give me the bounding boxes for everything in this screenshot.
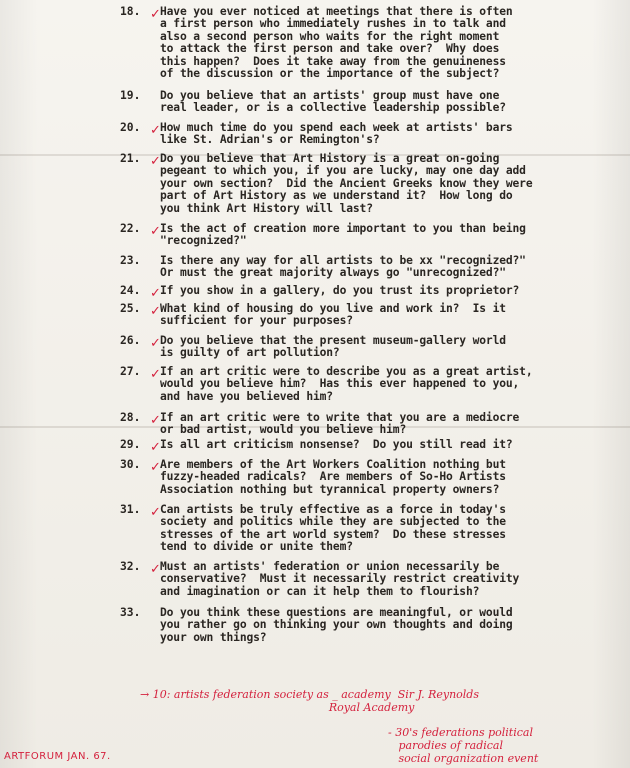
question-text: If you show in a gallery, do you trust its proprietor? bbox=[160, 284, 520, 297]
question-number: 27. bbox=[120, 365, 141, 378]
red-check-mark: ✓ bbox=[150, 154, 161, 169]
red-check-mark: ✓ bbox=[150, 123, 161, 138]
question-number: 30. bbox=[120, 458, 141, 471]
question-text: How much time do you spend each week at artists' bars like St. Adrian's or Remington's? bbox=[160, 121, 513, 147]
question-number: 24. bbox=[120, 284, 141, 297]
red-check-mark: ✓ bbox=[150, 7, 161, 22]
question-number: 32. bbox=[120, 560, 141, 573]
handwritten-note-1: → 10: artists federation society as _ academy Sir J. Reynolds Royal Academy bbox=[140, 688, 479, 714]
red-check-mark: ✓ bbox=[150, 367, 161, 382]
red-check-mark: ✓ bbox=[150, 336, 161, 351]
question-number: 31. bbox=[120, 503, 141, 516]
question-text: What kind of housing do you live and work in? Is it sufficient for your purposes? bbox=[160, 302, 506, 328]
question-number: 28. bbox=[120, 411, 141, 424]
red-check-mark: ✓ bbox=[150, 505, 161, 520]
question-number: 19. bbox=[120, 89, 141, 102]
question-number: 25. bbox=[120, 302, 141, 315]
red-check-mark: ✓ bbox=[150, 460, 161, 475]
question-text: Is there any way for all artists to be xx "recognized?" Or must the great majority always go "unrecognized?" bbox=[160, 254, 526, 280]
question-text: Do you think these questions are meaningful, or would you rather go on thinking your own thoughts and doing your own things? bbox=[160, 606, 513, 644]
question-text: Do you believe that an artists' group must have one real leader, or is a collective leadership possible? bbox=[160, 89, 506, 115]
red-check-mark: ✓ bbox=[150, 413, 161, 428]
question-number: 20. bbox=[120, 121, 141, 134]
red-check-mark: ✓ bbox=[150, 562, 161, 577]
question-text: Do you believe that the present museum-gallery world is guilty of art pollution? bbox=[160, 334, 506, 360]
question-text: Are members of the Art Workers Coalition nothing but fuzzy-headed radicals? Are members of So-Ho Artists Association nothing but tyrannical property owners? bbox=[160, 458, 506, 496]
question-text: If an art critic were to describe you as a great artist, would you believe him? Has this ever happened to you, and have you believed him? bbox=[160, 365, 533, 403]
question-text: Is the act of creation more important to you than being "recognized?" bbox=[160, 222, 526, 248]
red-check-mark: ✓ bbox=[150, 304, 161, 319]
red-check-mark: ✓ bbox=[150, 440, 161, 455]
question-text: Do you believe that Art History is a great on-going pegeant to which you, if you are lucky, may one day add your own section? Did the Ancient Greeks know they were part of Art History as we understand it? How long do you think Art History will last? bbox=[160, 152, 533, 215]
question-number: 22. bbox=[120, 222, 141, 235]
question-text: Can artists be truly effective as a force in today's society and politics while they are subjected to the stresses of the art world system? Do these stresses tend to divide or unite them? bbox=[160, 503, 506, 554]
question-number: 26. bbox=[120, 334, 141, 347]
question-text: Is all art criticism nonsense? Do you still read it? bbox=[160, 438, 513, 451]
question-number: 21. bbox=[120, 152, 141, 165]
question-text: Must an artists' federation or union necessarily be conservative? Must it necessarily restrict creativity and imagination or can it help them to flourish? bbox=[160, 560, 520, 598]
question-text: If an art critic were to write that you are a mediocre or bad artist, would you believe him? bbox=[160, 411, 520, 437]
question-number: 29. bbox=[120, 438, 141, 451]
handwritten-note-2: - 30's federations political parodies of radical social organization event bbox=[388, 726, 539, 765]
red-check-mark: ✓ bbox=[150, 224, 161, 239]
question-number: 18. bbox=[120, 5, 141, 18]
handwritten-stamp: ARTFORUM JAN. 67. bbox=[4, 751, 111, 762]
question-number: 33. bbox=[120, 606, 141, 619]
question-text: Have you ever noticed at meetings that there is often a first person who immediately rushes in to talk and also a second person who waits for the right moment to attack the first person and take over? Why does this happen? Does it take away from the genuineness of the discussion or the importance of the subject? bbox=[160, 5, 513, 81]
red-check-mark: ✓ bbox=[150, 286, 161, 301]
question-number: 23. bbox=[120, 254, 141, 267]
